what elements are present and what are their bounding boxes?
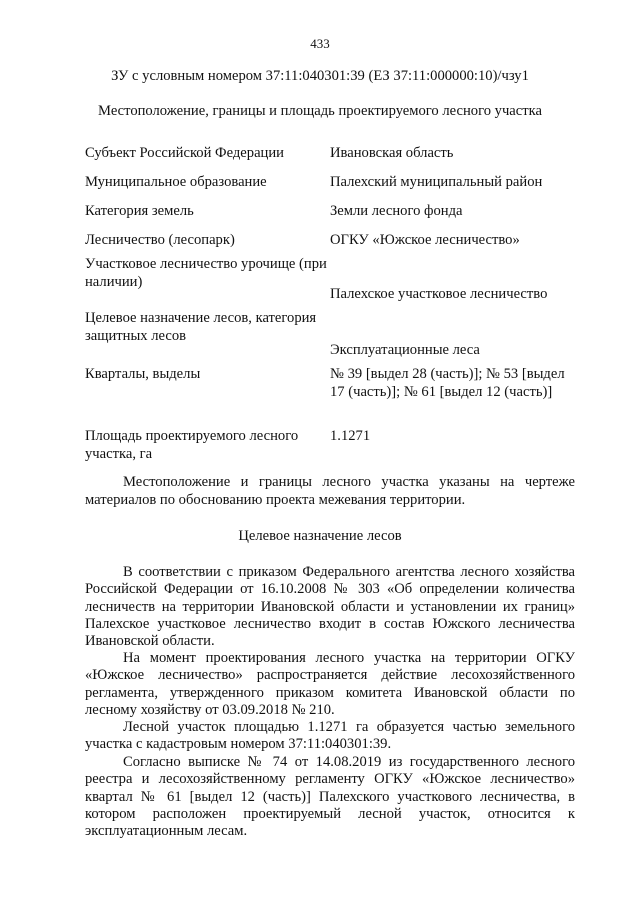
property-label: Категория земель (85, 203, 194, 219)
property-value: ОГКУ «Южское лесничество» (330, 232, 520, 248)
table-row (85, 255, 575, 309)
section-title-location: Местоположение, границы и площадь проектируемого лесного участка (98, 103, 542, 119)
table-row (85, 138, 575, 173)
table-row (85, 202, 575, 231)
property-value: Ивановская область (330, 145, 454, 161)
property-value: Эксплуатационные леса (330, 342, 480, 358)
property-label: Площадь проектируемого лесного участка, га (85, 428, 299, 462)
property-value: № 39 [выдел 28 (часть)]; № 53 [выдел 17 (часть)]; № 61 [выдел 12 (часть)] (330, 366, 565, 400)
properties-table (85, 138, 575, 467)
table-row (85, 231, 575, 255)
property-label: Участковое лесничество урочище (при наличии) (85, 256, 327, 290)
property-value: Палехский муниципальный район (330, 174, 543, 190)
table-row (85, 309, 575, 365)
document-title: ЗУ с условным номером 37:11:040301:39 (ЕЗ 37:11:000000:10)/чзу1 (111, 68, 529, 84)
paragraph: Лесной участок площадью 1.1271 га образуется частью земельного участка с кадастровым номером 37:11:040301:39. (85, 719, 575, 753)
paragraph: В соответствии с приказом Федерального агентства лесного хозяйства Российской Федерации от 16.10.2008 № 303 «Об определении количества лесничеств на территории Ивановской области и установлении их границ» Палехское участковое лесничество входит в состав Южского лесничества Ивановской области. (85, 564, 575, 650)
property-value: Земли лесного фонда (330, 203, 463, 219)
section-title-purpose: Целевое назначение лесов (238, 528, 402, 544)
table-row (85, 365, 575, 427)
paragraph: На момент проектирования лесного участка на территории ОГКУ «Южское лесничество» распространяется действие лесохозяйственного регламента, утвержденного приказом комитета Ивановской области по лесному хозяйству от 03.09.2018 № 210. (85, 650, 575, 718)
property-label: Муниципальное образование (85, 174, 267, 190)
property-label: Целевое назначение лесов, категория защитных лесов (85, 310, 317, 344)
location-note: Местоположение и границы лесного участка указаны на чертеже материалов по обоснованию проекта межевания территории. (85, 474, 575, 508)
page-number: 433 (310, 36, 330, 51)
paragraph: Согласно выписке № 74 от 14.08.2019 из государственного лесного реестра и лесохозяйственному регламенту ОГКУ «Южское лесничество» квартал № 61 [выдел 12 (часть)] Палехского участкового лесничества, в котором расположен проектируемый лесной участок, относится к эксплуатационным лесам. (85, 754, 575, 840)
property-label: Субъект Российской Федерации (85, 145, 284, 161)
table-row (85, 173, 575, 202)
table-row (85, 427, 575, 467)
property-value: Палехское участковое лесничество (330, 286, 548, 302)
property-value: 1.1271 (330, 428, 371, 444)
property-label: Лесничество (лесопарк) (85, 232, 235, 248)
property-label: Кварталы, выделы (85, 366, 201, 382)
